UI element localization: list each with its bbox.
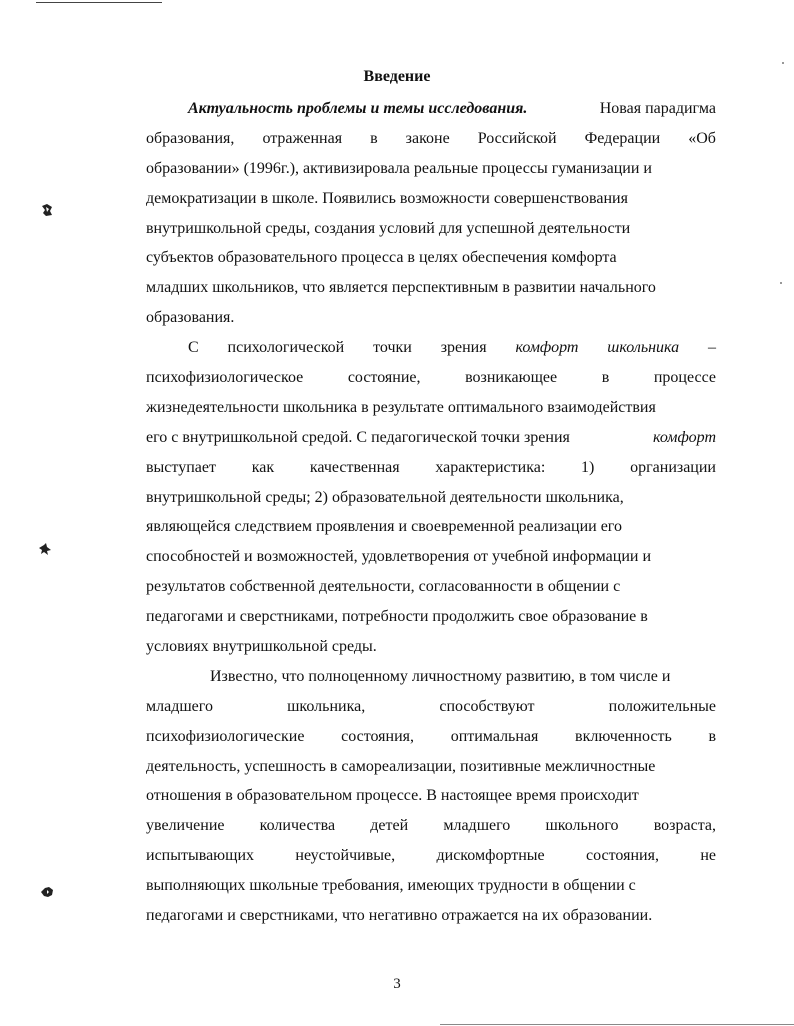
text-line	[146, 243, 716, 273]
emphasized-text: школьника	[607, 339, 680, 357]
binding-hole-mark-2	[38, 542, 52, 556]
text-run: Федерации	[584, 129, 661, 147]
text-run: субъектов образовательного процесса в целях обеспечения комфорта	[146, 249, 617, 267]
emphasized-text: комфорт	[515, 339, 579, 357]
text-run: испытывающих	[146, 847, 254, 865]
text-line	[146, 214, 716, 244]
text-line	[146, 572, 716, 602]
text-run: зрения	[440, 339, 487, 357]
text-run: демократизации в школе. Появились возможности совершенствования	[146, 189, 628, 207]
text-run: способствуют	[439, 697, 535, 715]
text-run: образования.	[146, 309, 235, 327]
text-run: –	[707, 339, 716, 357]
text-run: жизнедеятельности школьника в результате оптимального взаимодействия	[146, 398, 656, 416]
text-run: состояния,	[586, 847, 659, 865]
text-run: школьного	[545, 817, 619, 835]
scan-top-rule	[36, 2, 162, 3]
text-run: С	[188, 339, 199, 357]
text-run: психофизиологические	[146, 727, 305, 745]
text-run: неустойчивые,	[295, 847, 396, 865]
text-line	[146, 811, 716, 841]
text-run: педагогами и сверстниками, что негативно отражается на их образовании.	[146, 907, 653, 925]
text-run: деятельность, успешность в самореализации, позитивные межличностные	[146, 757, 656, 775]
text-line	[146, 423, 716, 453]
text-run: отношения в образовательном процессе. В настоящее время происходит	[146, 787, 639, 805]
text-line	[146, 273, 716, 303]
binding-hole-mark-3	[40, 885, 54, 899]
text-line	[146, 363, 716, 393]
text-line	[146, 483, 716, 513]
scan-bottom-rule	[440, 1024, 794, 1025]
text-line	[146, 393, 716, 423]
text-line	[146, 542, 716, 572]
text-run: точки	[373, 339, 412, 357]
section-heading: Введение	[363, 68, 431, 85]
text-run: условиях внутришкольной среды.	[146, 638, 377, 656]
text-line	[146, 632, 716, 662]
text-run: являющейся следствием проявления и своевременной реализации его	[146, 518, 622, 536]
text-run: младшего	[443, 817, 511, 835]
page-number: 3	[393, 976, 401, 992]
text-line	[146, 124, 716, 154]
text-line	[146, 184, 716, 214]
text-run: внутришкольной среды; 2) образовательной деятельности школьника,	[146, 488, 624, 506]
text-line	[146, 752, 716, 782]
text-run: возникающее	[465, 369, 558, 387]
text-run: 1)	[581, 458, 595, 476]
text-run: увеличение	[146, 817, 225, 835]
text-line	[146, 901, 716, 931]
text-line	[146, 453, 716, 483]
text-run: младшего	[146, 697, 213, 715]
text-run: его с внутришкольной средой. С педагогической точки зрения	[146, 428, 570, 446]
text-run: в	[708, 727, 716, 745]
text-line	[146, 333, 716, 363]
text-run: педагогами и сверстниками, потребности продолжить свое образование в	[146, 608, 648, 626]
text-run: детей	[370, 817, 409, 835]
text-run: как	[251, 458, 275, 476]
text-run: внутришкольной среды, создания условий для успешной деятельности	[146, 219, 631, 237]
text-run: состояние,	[347, 369, 421, 387]
text-run: отраженная	[262, 129, 343, 147]
text-run: состояния,	[341, 727, 415, 745]
text-run: включенность	[575, 727, 672, 745]
text-run: возраста,	[653, 817, 716, 835]
scan-speck	[782, 62, 784, 64]
document-body	[146, 94, 716, 931]
text-run: психофизиологическое	[146, 369, 304, 387]
text-line	[146, 722, 716, 752]
text-run: качественная	[309, 458, 400, 476]
text-line	[146, 662, 716, 692]
text-line	[146, 512, 716, 542]
text-run: в	[370, 129, 378, 147]
text-run: «Об	[688, 129, 716, 147]
text-run: процессе	[653, 369, 716, 387]
text-line	[146, 781, 716, 811]
text-run: результатов собственной деятельности, согласованности в общении с	[146, 578, 621, 596]
text-run: положительные	[608, 697, 716, 715]
text-run: образования,	[146, 129, 235, 147]
scan-speck	[780, 282, 782, 284]
text-run: способностей и возможностей, удовлетворения от учебной информации и	[146, 548, 652, 566]
text-run: оптимальная	[450, 727, 539, 745]
binding-hole-mark-1	[40, 203, 54, 217]
text-run: в	[601, 369, 610, 387]
text-run: дискомфортные	[436, 847, 545, 865]
text-run: школьника,	[287, 697, 366, 715]
text-run: законе	[405, 129, 450, 147]
text-line	[146, 303, 716, 333]
text-run: организации	[630, 458, 716, 476]
text-line	[146, 841, 716, 871]
text-run: характеристика:	[435, 458, 546, 476]
text-line	[146, 602, 716, 632]
emphasized-text: Актуальность проблемы и темы исследования.	[188, 100, 528, 117]
text-run: Новая парадигма	[599, 100, 716, 117]
text-line	[146, 94, 716, 124]
text-run: младших школьников, что является перспективным в развитии начального	[146, 279, 656, 297]
text-run: Известно, что полноценному личностному развитию, в том числе и	[210, 667, 671, 685]
text-run: выступает	[146, 458, 216, 476]
text-run: психологической	[227, 339, 345, 357]
text-run: выполняющих школьные требования, имеющих трудности в общении с	[146, 877, 636, 895]
text-run: образовании» (1996г.), активизировала реальные процессы гуманизации и	[146, 159, 652, 177]
text-run: не	[700, 847, 716, 865]
text-line	[146, 871, 716, 901]
text-run: Российской	[477, 129, 557, 147]
text-run: количества	[259, 817, 336, 835]
emphasized-text: комфорт	[653, 428, 716, 446]
text-line	[146, 692, 716, 722]
text-line	[146, 154, 716, 184]
